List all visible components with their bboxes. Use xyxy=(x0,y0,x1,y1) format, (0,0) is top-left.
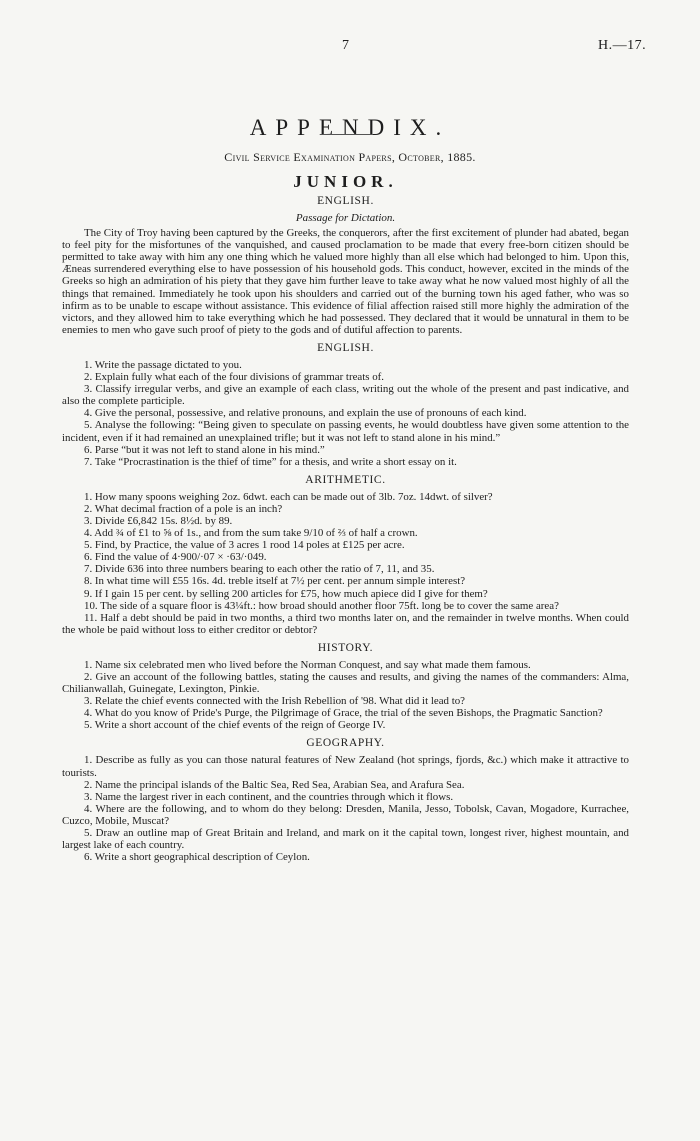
question-item: 1. How many spoons weighing 2oz. 6dwt. each can be made out of 3lb. 7oz. 14dwt. of silver? xyxy=(84,490,493,503)
question-item: 6. Write a short geographical description of Ceylon. xyxy=(84,851,310,864)
question-item: 3. Relate the chief events connected with the Irish Rebellion of '98. What did it lead to? xyxy=(84,695,466,708)
question-item: 5. Draw an outline map of Great Britain and Ireland, and mark on it the capital town, longest river, highest mountain, and largest lake of each country. xyxy=(62,827,629,852)
question-item: 4. Where are the following, and to whom do they belong: Dresden, Manila, Jesso, Tobolsk, Cavan, Mogadore, Kurrachee, Cuzco, Mobile, Muscat? xyxy=(62,802,629,827)
level-heading: JUNIOR. xyxy=(293,172,398,191)
question-item: 3. Classify irregular verbs, and give an example of each class, writing out the whole of the present and past indicative, and also the complete participle. xyxy=(62,383,629,408)
english-heading: ENGLISH. xyxy=(317,341,374,354)
question-item: 2. Give an account of the following battles, stating the causes and results, and giving the names of the commanders: Alma, Chilianwallah, Guinegate, Lexington, Pinkie. xyxy=(62,671,629,696)
question-item: 6. Parse “but it was not left to stand alone in his mind.” xyxy=(84,443,325,456)
question-item: 3. Name the largest river in each continent, and the countries through which it flows. xyxy=(84,790,454,803)
question-item: 9. If I gain 15 per cent. by selling 200 articles for £75, how much apiece did I give for them? xyxy=(84,587,488,600)
question-item: 7. Divide 636 into three numbers bearing to each other the ratio of 7, 11, and 35. xyxy=(84,563,435,576)
english-dictation-heading: ENGLISH. xyxy=(317,195,374,207)
question-item: 4. What do you know of Pride's Purge, the Pilgrimage of Grace, the trial of the seven Bishops, the Pragmatic Sanction? xyxy=(84,707,603,720)
question-item: 3. Divide £6,842 15s. 8½d. by 89. xyxy=(84,514,233,527)
question-item: 7. Take “Procrastination is the thief of time” for a thesis, and write a short essay on it. xyxy=(84,455,457,468)
arithmetic-questions xyxy=(62,491,629,636)
geography-heading: GEOGRAPHY. xyxy=(306,737,385,750)
document-body xyxy=(62,172,629,869)
title-divider xyxy=(321,134,373,135)
page-header xyxy=(0,38,700,58)
dictation-subheading: Passage for Dictation. xyxy=(295,212,396,224)
question-item: 10. The side of a square floor is 43¼ft.: how broad should another floor 75ft. long be to cover the same area? xyxy=(84,599,559,612)
question-item: 1. Write the passage dictated to you. xyxy=(84,358,242,371)
question-item: 4. Add ¾ of £1 to ⅝ of 1s., and from the sum take 9/10 of ⅔ of half a crown. xyxy=(84,527,418,540)
question-item: 11. Half a debt should be paid in two months, a third two months later on, and the remainder in twelve months. When could the whole be paid without loss to either creditor or debtor? xyxy=(62,611,629,636)
arithmetic-heading: ARITHMETIC. xyxy=(305,473,386,486)
question-item: 1. Describe as fully as you can those natural features of New Zealand (hot springs, fjords, &c.) which make it attractive to tourists. xyxy=(62,754,629,779)
question-item: 8. In what time will £55 16s. 4d. treble itself at 7½ per cent. per annum simple interest? xyxy=(84,575,466,588)
document-reference: H.—17. xyxy=(598,38,647,53)
question-item: 6. Find the value of 4·900/·07 × ·63/·049. xyxy=(84,551,267,564)
question-item: 1. Name six celebrated men who lived before the Norman Conquest, and say what made them famous. xyxy=(84,658,531,671)
question-item: 2. Explain fully what each of the four divisions of grammar treats of. xyxy=(84,371,385,384)
page-number: 7 xyxy=(342,38,349,53)
english-questions xyxy=(62,359,629,468)
question-item: 2. What decimal fraction of a pole is an inch? xyxy=(84,502,283,515)
dictation-passage: The City of Troy having been captured by the Greeks, the conquerors, after the first excitement of plunder had abated, began to feel pity for the misfortunes of the vanquished, and caused proclamation to be made that every free-born citizen should be permitted to take away with him any one thing which he valued more highly than all else which had belonged to him. Upon this, Æneas surrendered everything else to have possession of his household gods. This conduct, however, excited in the minds of the Greeks so high an admiration of his piety that they gave him further leave to take away what he now valued most highly of all the things that remained. Immediately he took upon his shoulders and carried out of the burning town his aged father, who was so infirm as to be unable to escape without assistance. This evidence of filial affection raised still more highly the admiration of the victors, and they allowed him to take everything which he had possessed. They declared that it would be unnatural in them to be enemies to men who gave such proof of piety to the gods and of dutiful affection to parents. xyxy=(62,227,629,336)
question-item: 2. Name the principal islands of the Baltic Sea, Red Sea, Arabian Sea, and Arafura Sea. xyxy=(84,778,465,791)
geography-questions xyxy=(62,754,629,863)
appendix-title: APPENDIX. xyxy=(249,115,451,141)
history-heading: HISTORY. xyxy=(317,641,374,654)
question-item: 5. Write a short account of the chief events of the reign of George IV. xyxy=(84,719,386,732)
exam-subtitle: Civil Service Examination Papers, October, 1885. xyxy=(224,150,476,164)
history-questions xyxy=(62,659,629,732)
question-item: 5. Analyse the following: “Being given to speculate on passing events, he would doubtless have given some attention to the incident, even if it had remained an unexplained trifle; but it was not left to stand alone in his mind.” xyxy=(62,419,629,444)
question-item: 5. Find, by Practice, the value of 3 acres 1 rood 14 poles at £125 per acre. xyxy=(84,539,405,552)
question-item: 4. Give the personal, possessive, and relative pronouns, and explain the use of pronouns of each kind. xyxy=(84,407,527,420)
